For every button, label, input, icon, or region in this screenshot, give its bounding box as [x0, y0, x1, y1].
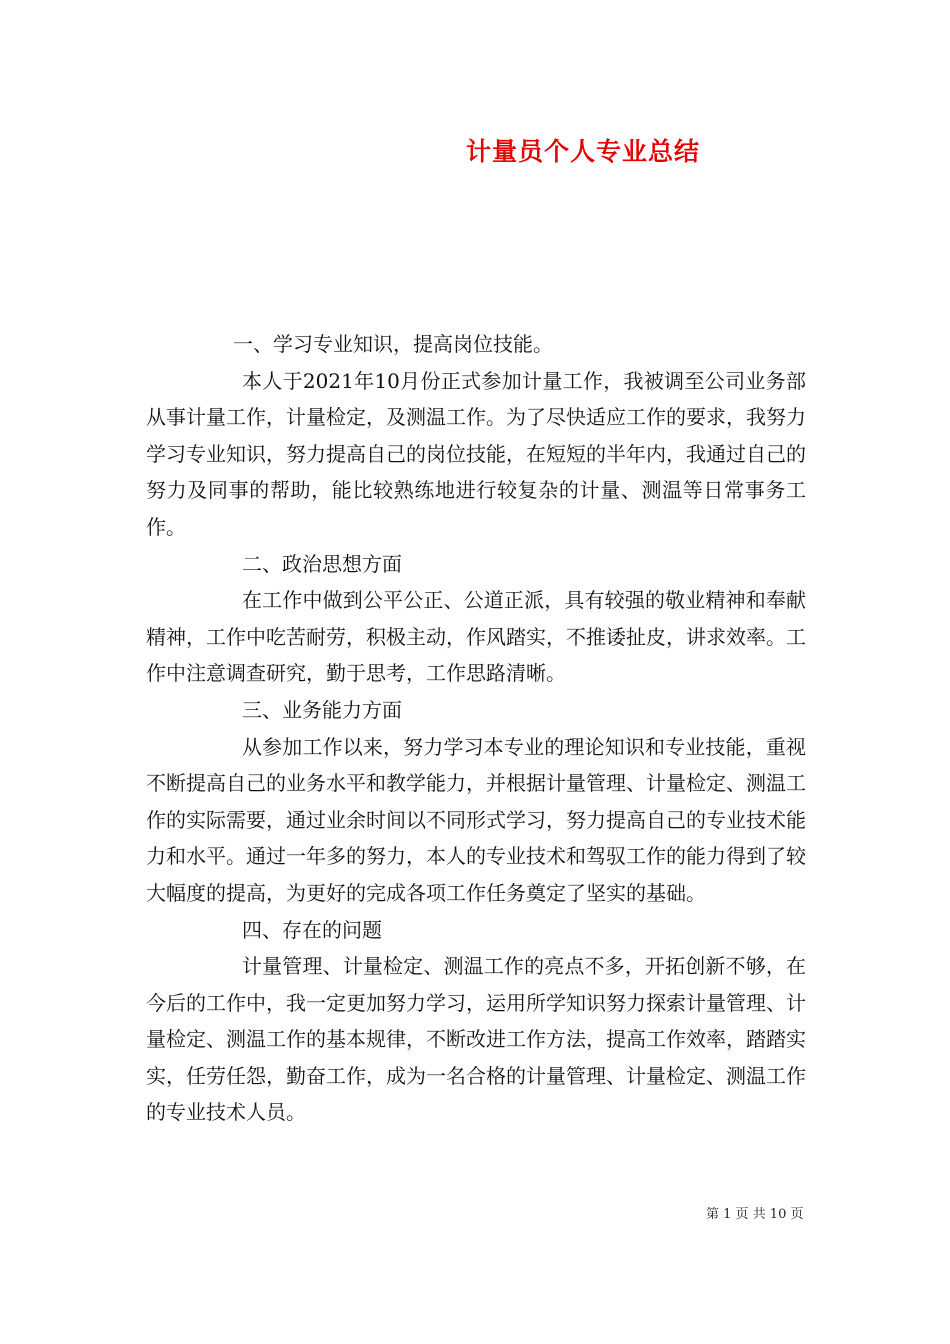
document-body: [146, 326, 806, 1131]
section-paragraph-1: 本人于2021年10月份正式参加计量工作，我被调至公司业务部从事计量工作，计量检定，及测温工作。为了尽快适应工作的要求，我努力学习专业知识，努力提高自己的岗位技能，在短短的半年内，我通过自己的努力及同事的帮助，能比较熟练地进行较复杂的计量、测温等日常事务工作。: [146, 368, 806, 539]
section-heading-4: 四、存在的问题: [242, 917, 382, 942]
section-paragraph-3: 从参加工作以来，努力学习本专业的理论知识和专业技能，重视不断提高自己的业务水平和教学能力，并根据计量管理、计量检定、测温工作的实际需要，通过业余时间以不同形式学习，努力提高自己的专业技术能力和水平。通过一年多的努力，本人的专业技术和驾驭工作的能力得到了较大幅度的提高，为更好的完成各项工作任务奠定了坚实的基础。: [146, 734, 806, 905]
section-heading-3: 三、业务能力方面: [242, 697, 402, 722]
page-number-footer: 第 1 页 共 10 页: [706, 1207, 804, 1222]
section-heading-2: 二、政治思想方面: [242, 551, 402, 576]
section-paragraph-2: 在工作中做到公平公正、公道正派，具有较强的敬业精神和奉献精神，工作中吃苦耐劳，积极主动，作风踏实，不推诿扯皮，讲求效率。工作中注意调查研究，勤于思考，工作思路清晰。: [146, 588, 806, 686]
section-paragraph-4: 计量管理、计量检定、测温工作的亮点不多，开拓创新不够，在今后的工作中，我一定更加努力学习，运用所学知识努力探索计量管理、计量检定、测温工作的基本规律，不断改进工作方法，提高工作效率，踏踏实实，任劳任怨，勤奋工作，成为一名合格的计量管理、计量检定、测温工作的专业技术人员。: [146, 954, 806, 1125]
section-heading-1: 一、学习专业知识，提高岗位技能。: [233, 332, 553, 356]
document-title: 计量员个人专业总结: [465, 137, 700, 166]
